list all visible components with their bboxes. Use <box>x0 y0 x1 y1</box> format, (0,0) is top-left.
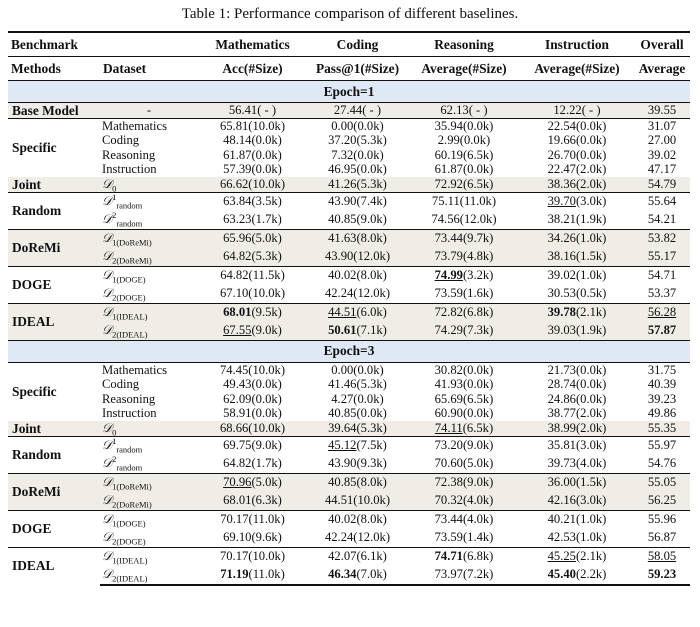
dataset-cell: 𝒟$_{2(DOGE)}$ <box>102 530 146 547</box>
value-cell: 65.69(6.5k) <box>434 391 494 406</box>
table-row <box>8 103 690 119</box>
header-cell <box>100 32 198 57</box>
method-cell: IDEAL <box>8 547 100 585</box>
value-cell: 39.02(1.0k) <box>520 266 634 285</box>
table-row <box>8 211 690 230</box>
value-cell: 34.26(1.0k) <box>520 229 634 248</box>
value-cell: 37.20(5.3k) <box>328 133 387 148</box>
value-cell: 58.05 <box>634 547 690 566</box>
method-cell: Base Model <box>8 103 100 119</box>
value-cell: 42.07(6.1k) <box>307 547 408 566</box>
value-cell: 68.01(9.5k) <box>198 303 307 322</box>
value-cell: 73.20(9.0k) <box>408 436 520 455</box>
value-cell: 53.37 <box>647 286 677 301</box>
table-row <box>8 118 690 133</box>
value-cell: 63.84(3.5k) <box>198 192 307 211</box>
dataset-cell: Reasoning <box>102 391 156 406</box>
value-cell: 38.16(1.5k) <box>520 248 634 267</box>
value-cell: 64.82(11.5k) <box>198 266 307 285</box>
value-cell: 45.12(7.5k) <box>307 436 408 455</box>
value-cell: 72.92(6.5k) <box>408 177 520 192</box>
method-cell: Specific <box>8 118 100 177</box>
value-cell: 41.26(5.3k) <box>307 177 408 192</box>
dataset-cell: Instruction <box>102 162 157 177</box>
value-cell: 43.90(9.3k) <box>328 456 387 471</box>
value-cell: 40.39 <box>647 377 677 392</box>
value-cell: 44.51(6.0k) <box>307 303 408 322</box>
dataset-cell: 𝒟$_0$ <box>100 177 198 192</box>
table-row <box>8 322 690 341</box>
epoch-header-row <box>8 340 690 362</box>
value-cell: 0.00(0.0k) <box>307 362 408 377</box>
value-cell: 50.61(7.1k) <box>307 322 408 341</box>
value-cell: 30.82(0.0k) <box>408 362 520 377</box>
value-cell: 38.21(1.9k) <box>547 212 607 227</box>
value-cell: 70.96(5.0k) <box>198 473 307 492</box>
value-cell: 59.23 <box>634 566 690 585</box>
dataset-cell: 𝒟$_{2(IDEAL)}$ <box>100 566 198 585</box>
value-cell: 55.35 <box>634 421 690 436</box>
header-cell: Methods <box>8 57 100 81</box>
value-cell: 72.38(9.0k) <box>408 473 520 492</box>
value-cell: 39.55 <box>634 103 690 119</box>
table-row <box>8 362 690 377</box>
table-row <box>8 547 690 566</box>
value-cell: 39.78(2.1k) <box>520 303 634 322</box>
value-cell: 38.36(2.0k) <box>520 177 634 192</box>
value-cell: 75.11(11.0k) <box>408 192 520 211</box>
value-cell: 31.75 <box>634 362 690 377</box>
dataset-cell: 𝒟$_{1(DOGE)}$ <box>100 510 198 529</box>
dataset-cell: Instruction <box>102 406 157 421</box>
value-cell: 70.17(11.0k) <box>198 510 307 529</box>
method-cell: DoReMi <box>8 473 100 510</box>
method-cell: Joint <box>8 177 100 192</box>
dataset-cell: - <box>100 103 198 119</box>
value-cell: 4.27(0.0k) <box>331 391 384 406</box>
value-cell: 45.40(2.2k) <box>520 566 634 585</box>
value-cell: 67.10(10.0k) <box>219 286 286 301</box>
value-cell: 61.87(0.0k) <box>434 162 494 177</box>
dataset-cell: 𝒟$^1_{random}$ <box>100 436 198 455</box>
value-cell: 0.00(0.0k) <box>307 118 408 133</box>
value-cell: 21.73(0.0k) <box>520 362 634 377</box>
dataset-cell: 𝒟$^1_{random}$ <box>100 192 198 211</box>
value-cell: 39.64(5.3k) <box>307 421 408 436</box>
value-cell: 40.21(1.0k) <box>520 510 634 529</box>
table-row <box>8 455 690 474</box>
value-cell: 57.87 <box>634 322 690 341</box>
value-cell: 54.76 <box>647 456 677 471</box>
table-row <box>8 192 690 211</box>
table-row <box>8 133 690 148</box>
method-cell: Joint <box>8 421 100 436</box>
dataset-cell: Reasoning <box>102 147 156 162</box>
method-cell: Random <box>8 192 100 229</box>
value-cell: 31.07 <box>634 118 690 133</box>
method-cell: Specific <box>8 362 100 421</box>
value-cell: 42.53(1.0k) <box>547 530 607 545</box>
value-cell: 58.91(0.0k) <box>223 406 282 421</box>
dataset-cell: 𝒟$_0$ <box>100 421 198 436</box>
value-cell: 69.75(9.0k) <box>198 436 307 455</box>
value-cell: 54.79 <box>634 177 690 192</box>
value-cell: 24.86(0.0k) <box>547 391 607 406</box>
value-cell: 42.16(3.0k) <box>520 492 634 511</box>
value-cell: 70.60(5.0k) <box>434 456 494 471</box>
value-cell: 48.14(0.0k) <box>223 133 282 148</box>
value-cell: 67.55(9.0k) <box>198 322 307 341</box>
header-cell: Average <box>634 57 690 81</box>
value-cell: 73.97(7.2k) <box>408 566 520 585</box>
value-cell: 40.85(9.0k) <box>328 212 387 227</box>
value-cell: 40.02(8.0k) <box>307 266 408 285</box>
value-cell: 74.56(12.0k) <box>431 212 497 227</box>
dataset-cell: 𝒟$_{1(DOGE)}$ <box>100 266 198 285</box>
dataset-cell: Mathematics <box>100 118 198 133</box>
value-cell: 39.02 <box>647 147 677 162</box>
dataset-cell: 𝒟$_{2(DoReMi)}$ <box>100 492 198 511</box>
value-cell: 56.28 <box>634 303 690 322</box>
value-cell: 55.64 <box>634 192 690 211</box>
value-cell: 71.19(11.0k) <box>198 566 307 585</box>
value-cell: 2.99(0.0k) <box>437 133 491 148</box>
header-cell: Mathematics <box>198 32 307 57</box>
header-cell: Dataset <box>100 57 198 81</box>
table-row <box>8 285 690 304</box>
value-cell: 41.93(0.0k) <box>434 377 494 392</box>
value-cell: 54.21 <box>647 212 677 227</box>
value-cell: 38.77(2.0k) <box>547 406 607 421</box>
results-table <box>8 31 690 586</box>
value-cell: 39.73(4.0k) <box>547 456 607 471</box>
value-cell: 69.10(9.6k) <box>223 530 282 545</box>
table-row <box>8 510 690 529</box>
table-row <box>8 392 690 407</box>
value-cell: 46.95(0.0k) <box>328 162 387 177</box>
value-cell: 22.47(2.0k) <box>547 162 607 177</box>
value-cell: 55.96 <box>634 510 690 529</box>
value-cell: 74.71(6.8k) <box>408 547 520 566</box>
value-cell: 49.86 <box>647 406 677 421</box>
value-cell: 73.44(4.0k) <box>408 510 520 529</box>
dataset-cell: 𝒟$^2_{random}$ <box>102 454 143 473</box>
value-cell: 62.09(0.0k) <box>223 391 282 406</box>
value-cell: 73.59(1.6k) <box>434 286 494 301</box>
value-cell: 44.51(10.0k) <box>307 492 408 511</box>
table-row <box>8 266 690 285</box>
dataset-cell: 𝒟$_{1(DoReMi)}$ <box>100 229 198 248</box>
header-row <box>8 57 690 81</box>
table-row <box>8 421 690 436</box>
value-cell: 40.85(8.0k) <box>307 473 408 492</box>
value-cell: 39.23 <box>647 391 677 406</box>
value-cell: 74.11(6.5k) <box>408 421 520 436</box>
value-cell: 60.90(0.0k) <box>434 406 494 421</box>
header-cell: Benchmark <box>8 32 100 57</box>
value-cell: 74.45(10.0k) <box>198 362 307 377</box>
value-cell: 43.90(7.4k) <box>307 192 408 211</box>
header-cell: Overall <box>634 32 690 57</box>
value-cell: 64.82(5.3k) <box>198 248 307 267</box>
table-caption: Table 1: Performance comparison of different baselines. <box>181 6 519 22</box>
value-cell: 54.71 <box>634 266 690 285</box>
value-cell: 12.22( - ) <box>520 103 634 119</box>
header-cell: Acc(#Size) <box>198 57 307 81</box>
value-cell: 7.32(0.0k) <box>331 147 384 162</box>
table-row <box>8 377 690 392</box>
value-cell: 74.99(3.2k) <box>408 266 520 285</box>
method-cell: Random <box>8 436 100 473</box>
value-cell: 49.43(0.0k) <box>223 377 282 392</box>
value-cell: 60.19(6.5k) <box>434 147 494 162</box>
value-cell: 55.17 <box>634 248 690 267</box>
value-cell: 65.96(5.0k) <box>198 229 307 248</box>
table-row <box>8 436 690 455</box>
table-row <box>8 303 690 322</box>
value-cell: 55.05 <box>634 473 690 492</box>
value-cell: 65.81(10.0k) <box>198 118 307 133</box>
table-row <box>8 529 690 548</box>
table-row <box>8 148 690 163</box>
table-row <box>8 473 690 492</box>
dataset-cell: 𝒟$^2_{random}$ <box>102 210 143 229</box>
value-cell: 47.17 <box>647 162 677 177</box>
value-cell: 73.44(9.7k) <box>408 229 520 248</box>
epoch-label: Epoch=1 <box>8 81 690 103</box>
value-cell: 40.02(8.0k) <box>307 510 408 529</box>
value-cell: 61.87(0.0k) <box>223 147 282 162</box>
value-cell: 35.94(0.0k) <box>408 118 520 133</box>
value-cell: 56.87 <box>647 530 677 545</box>
value-cell: 40.85(0.0k) <box>328 406 387 421</box>
value-cell: 70.17(10.0k) <box>198 547 307 566</box>
header-cell: Average(#Size) <box>520 57 634 81</box>
method-cell: DOGE <box>8 266 100 303</box>
value-cell: 46.34(7.0k) <box>307 566 408 585</box>
table-row <box>8 406 690 421</box>
table-row <box>8 229 690 248</box>
value-cell: 72.82(6.8k) <box>408 303 520 322</box>
value-cell: 68.66(10.0k) <box>198 421 307 436</box>
value-cell: 41.63(8.0k) <box>307 229 408 248</box>
value-cell: 55.97 <box>634 436 690 455</box>
value-cell: 41.46(5.3k) <box>328 377 387 392</box>
value-cell: 74.29(7.3k) <box>408 322 520 341</box>
value-cell: 39.70(3.0k) <box>520 192 634 211</box>
value-cell: 73.59(1.4k) <box>434 530 494 545</box>
value-cell: 56.25 <box>634 492 690 511</box>
dataset-cell: Coding <box>102 377 140 392</box>
method-cell: DoReMi <box>8 229 100 266</box>
value-cell: 27.44( - ) <box>307 103 408 119</box>
value-cell: 39.03(1.9k) <box>520 322 634 341</box>
table-row <box>8 492 690 511</box>
value-cell: 73.79(4.8k) <box>408 248 520 267</box>
dataset-cell: 𝒟$_{1(DoReMi)}$ <box>100 473 198 492</box>
value-cell: 30.53(0.5k) <box>547 286 607 301</box>
method-cell: IDEAL <box>8 303 100 340</box>
header-cell: Average(#Size) <box>408 57 520 81</box>
dataset-cell: 𝒟$_{1(IDEAL)}$ <box>100 547 198 566</box>
table-row <box>8 248 690 267</box>
table-row <box>8 566 690 585</box>
value-cell: 56.41( - ) <box>198 103 307 119</box>
dataset-cell: 𝒟$_{1(IDEAL)}$ <box>100 303 198 322</box>
dataset-cell: 𝒟$_{2(DoReMi)}$ <box>100 248 198 267</box>
header-cell: Reasoning <box>408 32 520 57</box>
value-cell: 43.90(12.0k) <box>307 248 408 267</box>
value-cell: 28.74(0.0k) <box>547 377 607 392</box>
dataset-cell: Mathematics <box>100 362 198 377</box>
value-cell: 64.82(1.7k) <box>223 456 282 471</box>
value-cell: 45.25(2.1k) <box>520 547 634 566</box>
epoch-header-row <box>8 81 690 103</box>
value-cell: 63.23(1.7k) <box>223 212 282 227</box>
table-row <box>8 177 690 192</box>
dataset-cell: Coding <box>102 133 140 148</box>
method-cell: DOGE <box>8 510 100 547</box>
value-cell: 35.81(3.0k) <box>520 436 634 455</box>
value-cell: 19.66(0.0k) <box>547 133 607 148</box>
value-cell: 42.24(12.0k) <box>324 530 391 545</box>
value-cell: 66.62(10.0k) <box>198 177 307 192</box>
dataset-cell: 𝒟$_{2(IDEAL)}$ <box>100 322 198 341</box>
value-cell: 38.99(2.0k) <box>520 421 634 436</box>
value-cell: 22.54(0.0k) <box>520 118 634 133</box>
value-cell: 70.32(4.0k) <box>408 492 520 511</box>
value-cell: 26.70(0.0k) <box>547 147 607 162</box>
value-cell: 53.82 <box>634 229 690 248</box>
value-cell: 42.24(12.0k) <box>324 286 391 301</box>
header-cell: Instruction <box>520 32 634 57</box>
value-cell: 36.00(1.5k) <box>520 473 634 492</box>
header-cell: Pass@1(#Size) <box>307 57 408 81</box>
table-row <box>8 162 690 177</box>
value-cell: 68.01(6.3k) <box>198 492 307 511</box>
value-cell: 27.00 <box>647 133 677 148</box>
epoch-label: Epoch=3 <box>8 340 690 362</box>
header-row <box>8 32 690 57</box>
dataset-cell: 𝒟$_{2(DOGE)}$ <box>102 286 146 303</box>
value-cell: 57.39(0.0k) <box>223 162 282 177</box>
header-cell: Coding <box>307 32 408 57</box>
value-cell: 62.13( - ) <box>408 103 520 119</box>
